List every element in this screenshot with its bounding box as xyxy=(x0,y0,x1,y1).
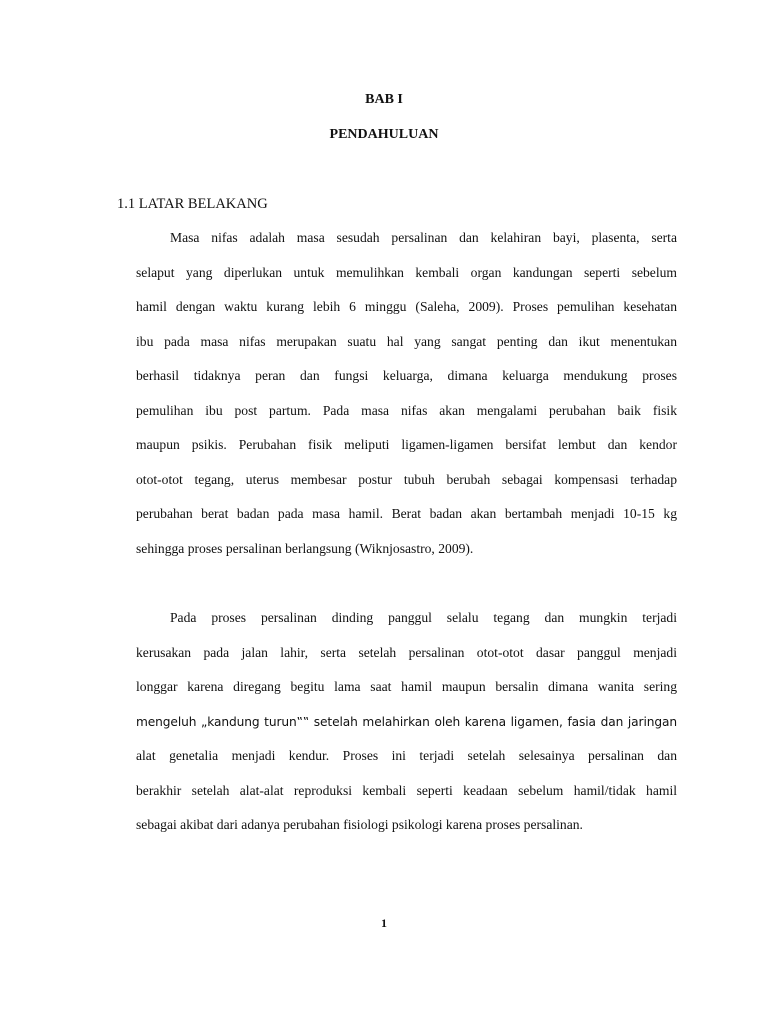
paragraph-line: kerusakan pada jalan lahir, serta setelah persalinan otot-otot dasar panggul menjadi xyxy=(136,644,677,660)
chapter-number: BAB I xyxy=(365,92,403,107)
page-number: 1 xyxy=(381,916,387,930)
paragraph-line: maupun psikis. Perubahan fisik meliputi ligamen-ligamen bersifat lembut dan kendor xyxy=(136,437,677,452)
paragraph-line: berhasil tidaknya peran dan fungsi keluarga, dimana keluarga mendukung proses xyxy=(136,368,677,383)
paragraph-line: ibu pada masa nifas merupakan suatu hal yang sangat penting dan ikut menentukan xyxy=(136,333,677,349)
paragraph-line: alat genetalia menjadi kendur. Proses ini terjadi setelah selesainya persalinan dan xyxy=(136,748,677,763)
paragraph-2 xyxy=(136,601,677,843)
paragraph-line: perubahan berat badan pada masa hamil. Berat badan akan bertambah menjadi 10-15 kg xyxy=(136,506,677,521)
paragraph-line: otot-otot tegang, uterus membesar postur tubuh berubah sebagai kompensasi terhadap xyxy=(136,471,677,487)
paragraph-line: longgar karena diregang begitu lama saat hamil maupun bersalin dimana wanita sering xyxy=(136,679,677,694)
chapter-title: PENDAHULUAN xyxy=(329,127,439,142)
paragraph-1 xyxy=(136,221,677,566)
paragraph-line: pemulihan ibu post partum. Pada masa nifas akan mengalami perubahan baik fisik xyxy=(136,402,677,418)
paragraph-line: sehingga proses persalinan berlangsung (Wiknjosastro, 2009). xyxy=(136,540,474,556)
paragraph-line: berakhir setelah alat-alat reproduksi kembali seperti keadaan sebelum hamil/tidak hamil xyxy=(136,782,677,798)
section-heading: 1.1 LATAR BELAKANG xyxy=(117,196,268,212)
paragraph-line: sebagai akibat dari adanya perubahan fisiologi psikologi karena proses persalinan. xyxy=(136,817,583,832)
paragraph-line: Masa nifas adalah masa sesudah persalinan dan kelahiran bayi, plasenta, serta xyxy=(170,230,677,245)
paragraph-line: hamil dengan waktu kurang lebih 6 minggu (Saleha, 2009). Proses pemulihan kesehatan xyxy=(136,299,677,314)
paragraph-line: Pada proses persalinan dinding panggul selalu tegang dan mungkin terjadi xyxy=(170,610,677,625)
paragraph-line: mengeluh „kandung turun‟‟ setelah melahirkan oleh karena ligamen, fasia dan jaringan xyxy=(136,714,677,729)
paragraph-line: selaput yang diperlukan untuk memulihkan kembali organ kandungan seperti sebelum xyxy=(136,264,677,280)
